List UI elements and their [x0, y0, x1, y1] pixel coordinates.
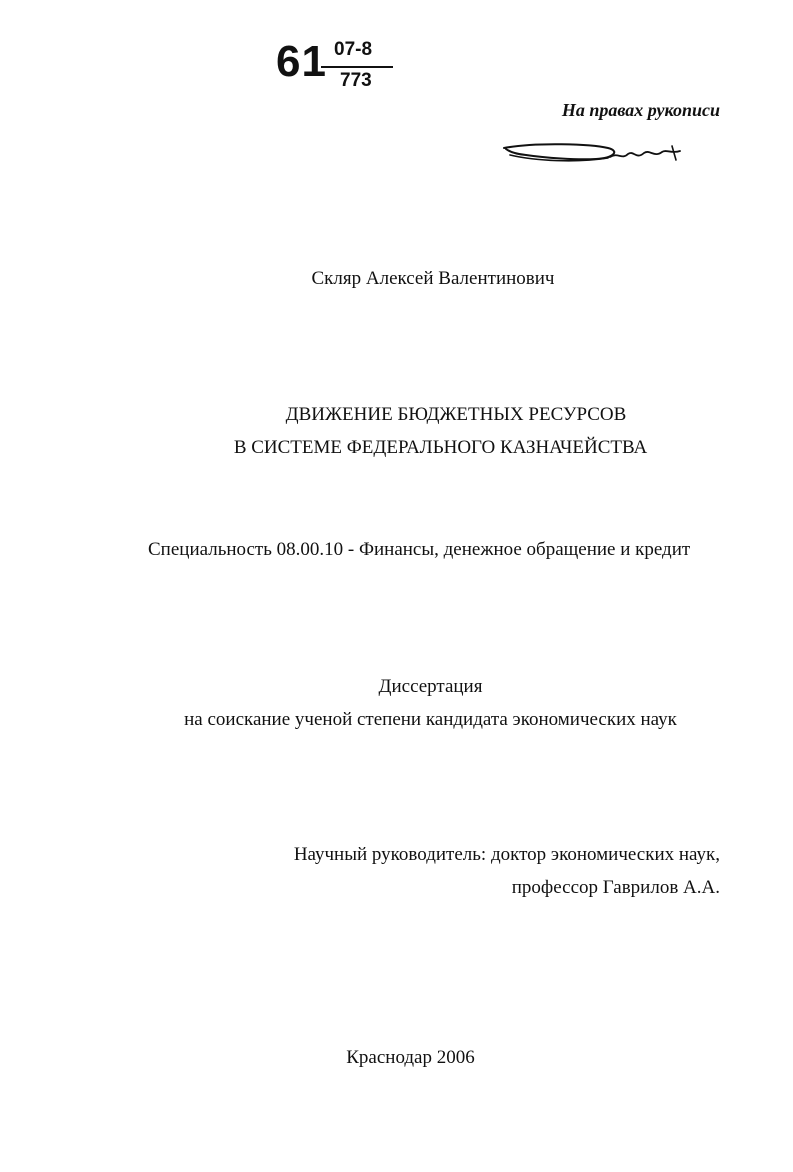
place-year: Краснодар 2006	[346, 1047, 475, 1068]
rights-note: На правах рукописи	[561, 100, 720, 120]
thesis-type: Диссертация	[378, 676, 483, 697]
supervisor-line-2: профессор Гаврилов А.А.	[511, 877, 720, 898]
stamp-fraction-top: 07-8	[334, 39, 373, 60]
specialty: Специальность 08.00.10 - Финансы, денежное обращение и кредит	[148, 539, 691, 560]
title-line-2: В СИСТЕМЕ ФЕДЕРАЛЬНОГО КАЗНАЧЕЙСТВА	[233, 437, 648, 458]
signature-icon	[496, 138, 686, 174]
stamp-fraction-bar	[321, 66, 393, 68]
supervisor-line-1: Научный руководитель: доктор экономических наук,	[293, 844, 720, 865]
stamp-number: 61	[276, 37, 327, 86]
thesis-degree: на соискание ученой степени кандидата экономических наук	[184, 709, 677, 730]
title-line-1: ДВИЖЕНИЕ БЮДЖЕТНЫХ РЕСУРСОВ	[285, 404, 627, 425]
stamp-fraction-bottom: 773	[340, 70, 372, 91]
author-name: Скляр Алексей Валентинович	[311, 268, 555, 289]
